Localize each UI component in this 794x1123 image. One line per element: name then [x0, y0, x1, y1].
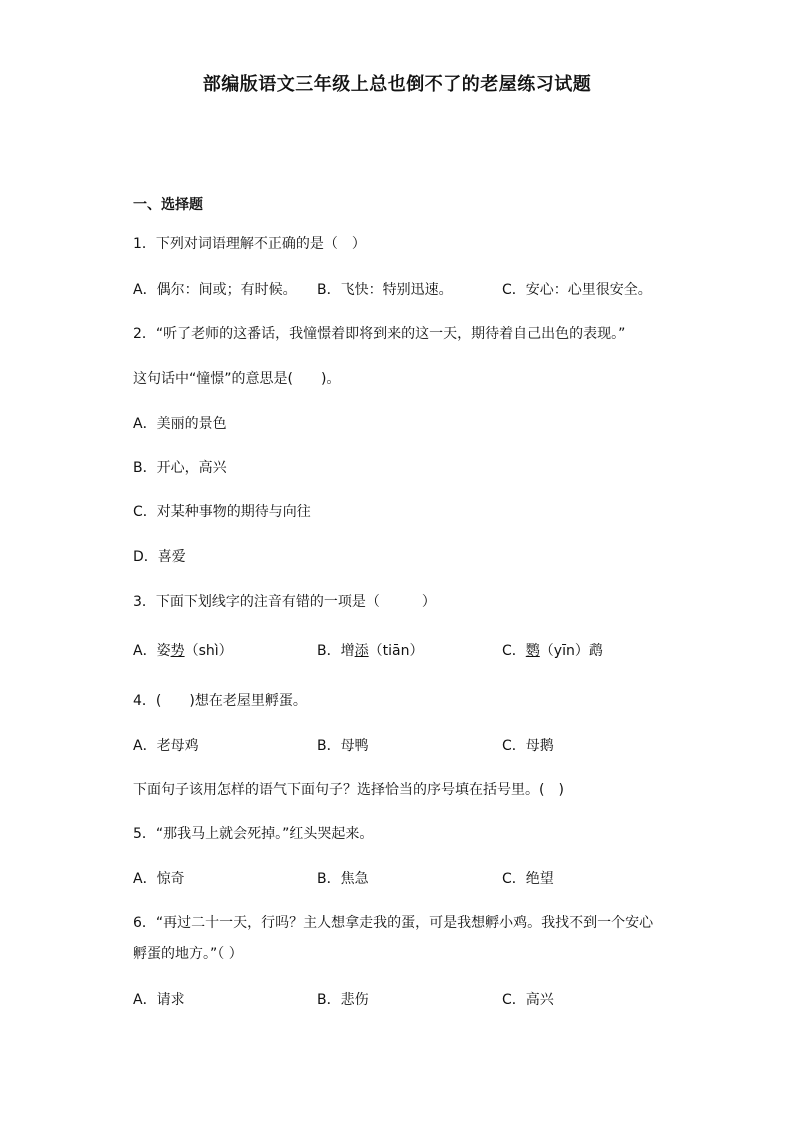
- question-1-option-a: A．偶尔：间或；有时候。: [133, 282, 297, 298]
- question-1-option-c: C．安心：心里很安全。: [502, 282, 652, 298]
- question-2-option-a: A．美丽的景色: [133, 416, 227, 432]
- question-3-option-b: [317, 640, 423, 660]
- question-3-stem: 3．下面下划线字的注音有错的一项是（ ）: [133, 594, 436, 610]
- option-b-prefix: B．增: [317, 643, 355, 659]
- option-c-underlined-char: 鹦: [525, 643, 540, 659]
- question-3-option-a: [133, 640, 233, 660]
- question-6-option-b: B．悲伤: [317, 992, 369, 1008]
- option-b-pinyin: （tiān）: [368, 643, 424, 659]
- question-5-option-a: A．惊奇: [133, 871, 185, 887]
- question-2-stem: 2．“听了老师的这番话，我憧憬着即将到来的这一天，期待着自己出色的表现。”: [133, 326, 626, 342]
- question-2-stem-continued: 这句话中“憧憬”的意思是( )。: [133, 371, 341, 387]
- instruction-text: 下面句子该用怎样的语气下面句子？选择恰当的序号填在括号里。( ): [133, 782, 564, 798]
- question-4-option-b: B．母鸭: [317, 738, 369, 754]
- question-2-option-d: D．喜爱: [133, 549, 186, 565]
- question-4-stem: 4．( )想在老屋里孵蛋。: [133, 693, 307, 709]
- question-1-option-b: B．飞快：特别迅速。: [317, 282, 453, 298]
- option-b-underlined-char: 添: [354, 643, 369, 659]
- option-c-prefix: C．: [502, 643, 526, 659]
- question-6-option-a: A．请求: [133, 992, 185, 1008]
- page-title: 部编版语文三年级上总也倒不了的老屋练习试题: [202, 74, 592, 95]
- option-a-underlined-char: 势: [170, 643, 185, 659]
- option-a-prefix: A．姿: [133, 643, 171, 659]
- question-2-option-b: B．开心，高兴: [133, 460, 227, 476]
- section-heading: 一、选择题: [133, 197, 203, 213]
- question-1-stem: 1．下列对词语理解不正确的是（ ）: [133, 236, 366, 252]
- question-2-option-c: C．对某种事物的期待与向往: [133, 504, 311, 520]
- question-4-option-a: A．老母鸡: [133, 738, 199, 754]
- option-c-pinyin: （yīn）鹉: [539, 643, 603, 659]
- question-6-stem: 6．“再过二十一天，行吗？主人想拿走我的蛋，可是我想孵小鸡。我找不到一个安心: [133, 915, 654, 931]
- question-3-option-c: [502, 640, 603, 660]
- question-5-option-b: B．焦急: [317, 871, 369, 887]
- question-5-stem: 5．“那我马上就会死掉。”红头哭起来。: [133, 826, 374, 842]
- option-a-pinyin: （shì）: [184, 643, 233, 659]
- question-5-option-c: C．绝望: [502, 871, 554, 887]
- question-6-stem-continued: 孵蛋的地方。”（ ）: [133, 946, 243, 962]
- question-6-option-c: C．高兴: [502, 992, 554, 1008]
- question-4-option-c: C．母鹅: [502, 738, 554, 754]
